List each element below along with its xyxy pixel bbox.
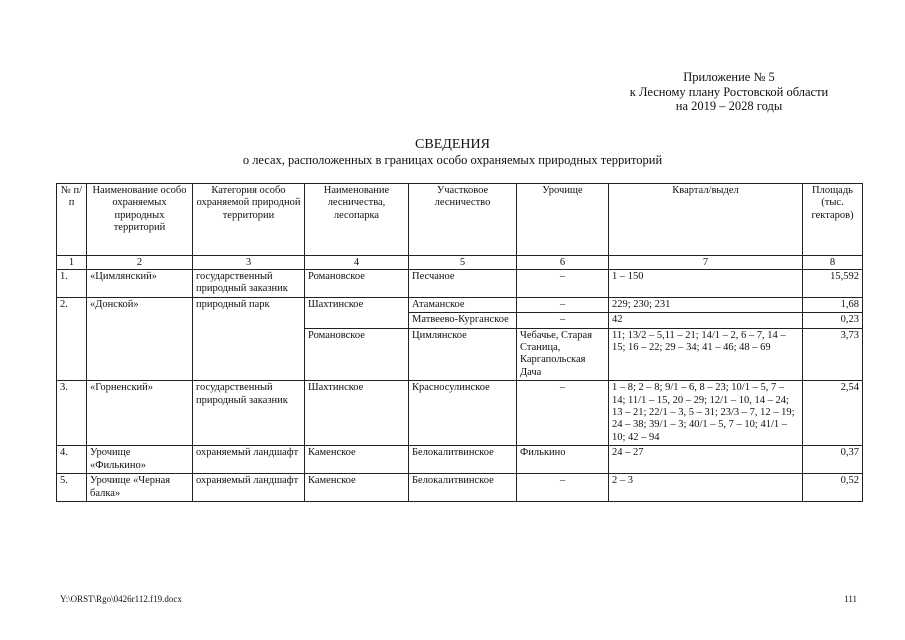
row-forestry: Каменское <box>305 446 409 474</box>
row-district: Атаманское <box>409 297 517 312</box>
row-quarter: 229; 230; 231 <box>609 297 803 312</box>
row-tract: – <box>517 381 609 446</box>
row-category: государственный природный заказник <box>193 381 305 446</box>
row-forestry: Романовское <box>305 270 409 298</box>
appendix-line-3: на 2019 – 2028 годы <box>675 99 783 113</box>
row-num: 4. <box>57 446 87 474</box>
row-district: Песчаное <box>409 270 517 298</box>
row-tract: – <box>517 297 609 312</box>
row-category: государственный природный заказник <box>193 270 305 298</box>
header-district: Участковое лесничество <box>409 184 517 256</box>
table-header-row <box>57 184 863 256</box>
row-quarter: 1 – 8; 2 – 8; 9/1 – 6, 8 – 23; 10/1 – 5, 7 – 14; 11/1 – 15, 20 – 29; 12/1 – 10, 14 – 24; 13 – 21; 22/1 – 3, 5 – 31; 23/3 – 7, 12 – 19; 24 – 38; 39/1 – 3; 40/1 – 5, 7 – 10; 41/1 – 10; 42 – 94 <box>609 381 803 446</box>
row-tract: Филькино <box>517 446 609 474</box>
row-quarter: 42 <box>609 313 803 328</box>
row-forestry: Романовское <box>305 328 409 381</box>
row-name: Урочище «Черная балка» <box>87 474 193 502</box>
appendix-line-1: Приложение № 5 <box>683 70 775 84</box>
row-category: природный парк <box>193 297 305 380</box>
header-quarter: Квартал/выдел <box>609 184 803 256</box>
row-area: 0,37 <box>803 446 863 474</box>
row-name: Урочище «Филькино» <box>87 446 193 474</box>
row-num: 2. <box>57 297 87 380</box>
header-name: Наименование особо охраняемых природных территорий <box>87 184 193 256</box>
row-name: «Горненский» <box>87 381 193 446</box>
document-subtitle: о лесах, расположенных в границах особо охраняемых природных территорий <box>242 153 663 167</box>
appendix-header <box>599 70 859 114</box>
row-name: «Цимлянский» <box>87 270 193 298</box>
header-tract: Урочище <box>517 184 609 256</box>
col-number: 1 <box>57 256 87 270</box>
col-number: 3 <box>193 256 305 270</box>
col-number: 8 <box>803 256 863 270</box>
row-area: 0,52 <box>803 474 863 502</box>
row-tract: – <box>517 270 609 298</box>
row-district: Белокалитвинское <box>409 474 517 502</box>
row-area: 2,54 <box>803 381 863 446</box>
row-quarter: 2 – 3 <box>609 474 803 502</box>
footer-page-number: 111 <box>844 594 857 604</box>
protected-areas-table <box>56 183 863 502</box>
table-row <box>57 446 863 474</box>
row-category: охраняемый ландшафт <box>193 446 305 474</box>
header-num: № п/п <box>57 184 87 256</box>
row-quarter: 1 – 150 <box>609 270 803 298</box>
title-block <box>0 137 905 168</box>
row-area: 3,73 <box>803 328 863 381</box>
header-area: Площадь (тыс. гектаров) <box>803 184 863 256</box>
appendix-line-2: к Лесному плану Ростовской области <box>629 84 829 99</box>
col-number: 5 <box>409 256 517 270</box>
col-number: 7 <box>609 256 803 270</box>
row-tract: – <box>517 313 609 328</box>
header-category: Категория особо охраняемой природной территории <box>193 184 305 256</box>
header-forestry: Наименование лесничества, лесопарка <box>305 184 409 256</box>
row-district: Цимлянское <box>409 328 517 381</box>
table-row <box>57 474 863 502</box>
column-number-row <box>57 256 863 270</box>
row-forestry: Шахтинское <box>305 297 409 328</box>
row-forestry: Шахтинское <box>305 381 409 446</box>
row-tract: – <box>517 474 609 502</box>
row-quarter: 24 – 27 <box>609 446 803 474</box>
row-quarter: 11; 13/2 – 5,11 – 21; 14/1 – 2, 6 – 7, 14 – 15; 16 – 22; 29 – 34; 41 – 46; 48 – 69 <box>609 328 803 381</box>
document-title: СВЕДЕНИЯ <box>415 137 490 152</box>
row-forestry: Каменское <box>305 474 409 502</box>
row-name: «Донской» <box>87 297 193 380</box>
table-row <box>57 270 863 298</box>
row-district: Красносулинское <box>409 381 517 446</box>
row-area: 15,592 <box>803 270 863 298</box>
table-row <box>57 297 863 312</box>
row-district: Белокалитвинское <box>409 446 517 474</box>
row-district: Матвеево-Курганское <box>409 313 517 328</box>
col-number: 4 <box>305 256 409 270</box>
row-tract: Чебачье, Старая Станица, Каргапольская Дача <box>517 328 609 381</box>
footer-file-path: Y:\ORST\Rgo\0426r112.f19.docx <box>60 594 182 604</box>
row-num: 1. <box>57 270 87 298</box>
table-row <box>57 381 863 446</box>
row-category: охраняемый ландшафт <box>193 474 305 502</box>
col-number: 2 <box>87 256 193 270</box>
row-area: 0,23 <box>803 313 863 328</box>
col-number: 6 <box>517 256 609 270</box>
row-num: 3. <box>57 381 87 446</box>
row-area: 1,68 <box>803 297 863 312</box>
row-num: 5. <box>57 474 87 502</box>
